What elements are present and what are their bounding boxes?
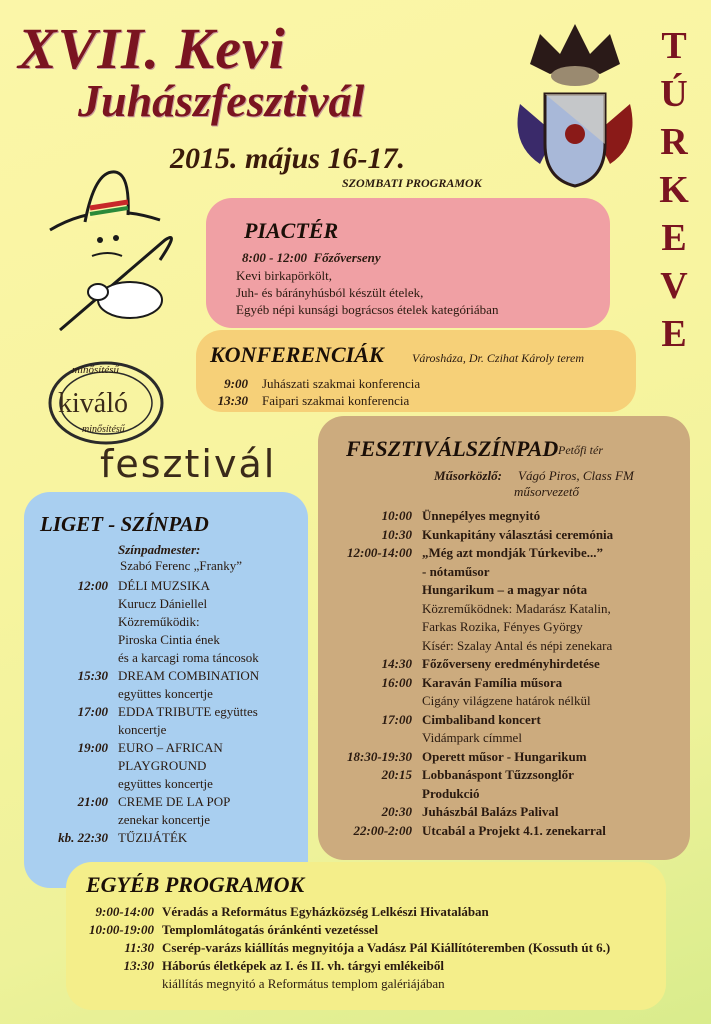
schedule-entry: Farkas Rozika, Fényes György: [422, 619, 583, 634]
konferencia-time: 13:30: [217, 393, 248, 408]
liget-title: LIGET - SZÍNPAD: [40, 512, 209, 536]
schedule-entry: Juhászbál Balázs Palival: [422, 804, 559, 819]
schedule-time: 21:00: [77, 794, 108, 809]
schedule-entry: EURO – AFRICAN: [118, 740, 223, 755]
fesztivalszinpad-panel: [318, 416, 690, 860]
schedule-time: 12:00-14:00: [347, 545, 412, 560]
schedule-entry: Véradás a Református Egyházközség Lelkészi Hivatalában: [162, 904, 489, 919]
schedule-time: 20:30: [381, 804, 412, 819]
schedule-entry: Kurucz Dániellel: [118, 596, 208, 611]
title-line-2: Juhászfesztivál: [78, 75, 365, 126]
schedule-entry: Cigány világzene határok nélkül: [422, 693, 591, 708]
master-name: Szabó Ferenc „Franky”: [120, 558, 243, 573]
festival-date: 2015. május 16-17.: [170, 142, 406, 175]
town-letter: T: [661, 25, 687, 67]
egyeb-title: EGYÉB PROGRAMOK: [86, 872, 305, 897]
schedule-entry: Kunkapitány választási ceremónia: [422, 526, 614, 542]
town-letter: K: [659, 169, 689, 211]
schedule-entry: DÉLI MUZSIKA: [118, 578, 211, 593]
schedule-time: 16:00: [381, 674, 412, 690]
schedule-entry: Kísér: Szalay Antal és népi zenekara: [422, 637, 613, 653]
schedule-entry: EDDA TRIBUTE együttes: [118, 704, 258, 719]
schedule-entry: együttes koncertje: [118, 776, 213, 791]
badge-text-bottom: minősítésű: [82, 424, 125, 435]
schedule-time: 22:00-2:00: [353, 822, 412, 838]
konferencia-item: Faipari szakmai konferencia: [262, 393, 410, 408]
schedule-entry: Lobbanáspont Tűzzsonglőr: [422, 767, 574, 782]
schedule-time: 10:00-19:00: [89, 922, 154, 937]
konferencia-place: Városháza, Dr. Czihat Károly terem: [412, 351, 585, 365]
host-name: Vágó Piros, Class FM: [518, 468, 634, 483]
schedule-entry: Főzőverseny eredményhirdetése: [422, 656, 600, 671]
schedule-entry: Operett műsor - Hungarikum: [422, 748, 587, 764]
town-letter: V: [660, 265, 688, 307]
konferencia-time: 9:00: [224, 376, 248, 391]
schedule-entry: együttes koncertje: [118, 686, 213, 701]
schedule-time: 18:30-19:30: [347, 748, 412, 764]
title-line-1: XVII. Kevi: [18, 16, 286, 81]
liget-panel: [24, 492, 308, 888]
schedule-time: 10:00: [381, 508, 412, 523]
egyeb-panel: [66, 862, 666, 1010]
schedule-time: 17:00: [77, 704, 108, 719]
fesztivalszinpad-title: FESZTIVÁLSZÍNPAD: [346, 436, 559, 461]
schedule-entry: DREAM COMBINATION: [118, 668, 260, 683]
schedule-time: 10:30: [381, 526, 412, 542]
piacter-panel: [206, 198, 610, 328]
schedule-entry: Templomlátogatás óránkénti vezetéssel: [162, 922, 379, 937]
badge-text-main: kiváló: [58, 388, 128, 419]
badge-text-top: minősítésű: [72, 364, 120, 376]
schedule-entry: Közreműködik:: [118, 614, 200, 629]
schedule-time: 11:30: [124, 940, 154, 955]
town-name-vertical: [652, 22, 696, 358]
schedule-time: kb. 22:30: [58, 830, 108, 845]
town-letter: E: [661, 217, 687, 259]
schedule-entry: PLAYGROUND: [118, 758, 207, 773]
schedule-entry: kiállítás megnyitó a Református templom galériájában: [162, 976, 445, 991]
schedule-entry: zenekar koncertje: [118, 812, 211, 827]
konferencia-panel: [196, 330, 636, 412]
schedule-entry: Vidámpark címmel: [422, 730, 522, 745]
schedule-entry: - nótaműsor: [422, 563, 490, 579]
town-letter: E: [661, 313, 687, 355]
subtitle: SZOMBATI PROGRAMOK: [342, 176, 482, 190]
schedule-entry: Közreműködnek: Madarász Katalin,: [422, 600, 611, 616]
badge-word: fesztivál: [100, 442, 277, 486]
piacter-event: Főzőverseny: [313, 250, 381, 265]
schedule-entry: Karaván Família műsora: [422, 674, 563, 690]
schedule-entry: és a karcagi roma táncosok: [118, 650, 259, 665]
schedule-time: 14:30: [381, 656, 412, 671]
piacter-line: Egyéb népi kunsági bográcsos ételek kategóriában: [236, 302, 499, 317]
host-role: műsorvezető: [514, 484, 579, 499]
town-letter: R: [660, 121, 688, 163]
schedule-time: 19:00: [77, 740, 108, 755]
schedule-entry: Hungarikum – a magyar nóta: [422, 582, 588, 597]
schedule-entry: Piroska Cintia ének: [118, 632, 220, 647]
schedule-time: 15:30: [77, 668, 108, 683]
schedule-entry: Háborús életképek az I. és II. vh. tárgyi emlékeiből: [162, 958, 445, 973]
master-label: Színpadmester:: [118, 542, 201, 557]
schedule-entry: Cserép-varázs kiállítás megnyitója a Vadász Pál Kiállítóteremben (Kossuth út 6.): [162, 940, 611, 955]
host-label: Műsorközlő:: [434, 468, 502, 483]
schedule-time: 9:00-14:00: [95, 904, 154, 919]
piacter-time: 8:00 - 12:00 Főzőverseny: [242, 250, 381, 265]
schedule-entry: „Még azt mondják Túrkevibe...”: [422, 545, 604, 560]
piacter-line: Juh- és bárányhúsból készült ételek,: [236, 285, 424, 300]
schedule-entry: Ünnepélyes megnyitó: [422, 508, 541, 523]
piacter-title: PIACTÉR: [244, 218, 339, 243]
schedule-time: 13:30: [123, 958, 154, 973]
schedule-entry: Produkció: [422, 785, 480, 801]
fesztivalszinpad-place: Petőfi tér: [558, 443, 603, 457]
piacter-line: Kevi birkapörkölt,: [236, 268, 333, 283]
shepherd-illustration-icon: [40, 160, 190, 340]
schedule-time: 12:00: [77, 578, 108, 593]
schedule-entry: TŰZIJÁTÉK: [118, 830, 188, 845]
schedule-entry: CREME DE LA POP: [118, 794, 231, 809]
schedule-entry: koncertje: [118, 722, 167, 737]
schedule-entry: Utcabál a Projekt 4.1. zenekarral: [422, 822, 606, 838]
schedule-time: 17:00: [381, 711, 412, 727]
coat-of-arms-icon: [500, 14, 650, 192]
konferencia-item: Juhászati szakmai konferencia: [262, 376, 421, 391]
schedule-entry: Cimbaliband koncert: [422, 711, 541, 727]
town-letter: Ú: [660, 73, 688, 115]
schedule-time: 20:15: [381, 767, 412, 782]
konferencia-title: KONFERENCIÁK: [210, 342, 384, 367]
